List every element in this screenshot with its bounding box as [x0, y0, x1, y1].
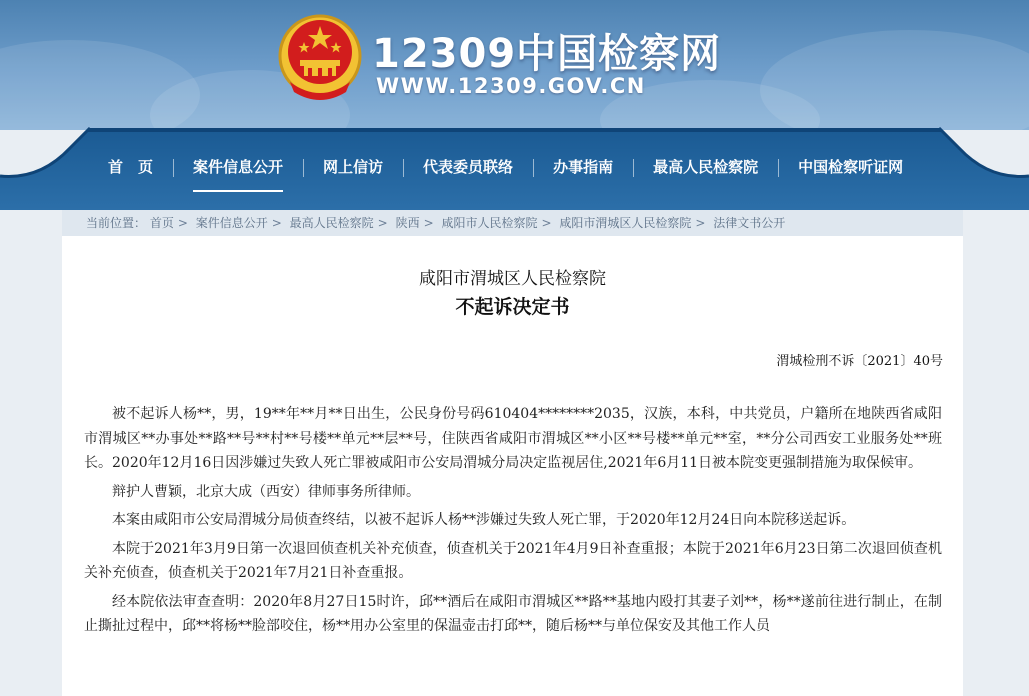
document-paragraph: 经本院依法审查查明：2020年8月27日15时许，邱**酒后在咸阳市渭城区**路**基地内殴打其妻子刘**，杨**遂前往进行制止，在制止撕扯过程中，邱**将杨**脸部咬住，杨**用办公室里的保温壶击打邱**，随后杨**与单位保安及其他工作人员 [84, 593, 942, 634]
breadcrumb-link[interactable]: 案件信息公开 [195, 216, 268, 230]
document-body [84, 402, 942, 643]
breadcrumb-separator: > [541, 216, 552, 230]
nav-supreme-procuratorate[interactable]: 最高人民检察院 [633, 150, 778, 186]
breadcrumb-link[interactable]: 咸阳市渭城区人民检察院 [559, 216, 692, 230]
breadcrumb-separator: > [271, 216, 282, 230]
document-number: 渭城检刑不诉〔2021〕40号 [776, 354, 943, 369]
breadcrumb-separator: > [177, 216, 188, 230]
breadcrumb-link[interactable]: 首页 [149, 216, 174, 230]
document-paragraph: 本案由咸阳市公安局渭城分局侦查终结，以被不起诉人杨**涉嫌过失致人死亡罪，于2020年12月24日向本院移送起诉。 [112, 512, 856, 528]
nav-case-info[interactable]: 案件信息公开 [173, 150, 303, 186]
document-paragraph: 辩护人曹颖，北京大成（西安）律师事务所律师。 [112, 483, 420, 500]
breadcrumb-link[interactable]: 最高人民检察院 [289, 216, 374, 230]
nav-service-guide[interactable]: 办事指南 [533, 150, 633, 186]
document-panel [62, 236, 963, 696]
document-paragraph: 本院于2021年3月9日第一次退回侦查机关补充侦查，侦查机关于2021年4月9日补查重报；本院于2021年6月23日第二次退回侦查机关补充侦查，侦查机关于2021年7月21日补查重报。 [84, 540, 942, 581]
breadcrumb-link[interactable]: 法律文书公开 [713, 216, 786, 230]
nav-home[interactable]: 首 页 [108, 158, 154, 176]
nav-hearing-network[interactable]: 中国检察听证网 [778, 150, 923, 186]
document-title: 不起诉决定书 [455, 296, 570, 318]
nav-online-petition[interactable]: 网上信访 [303, 150, 403, 186]
breadcrumb-link[interactable]: 咸阳市人民检察院 [441, 216, 538, 230]
site-title[interactable]: 12309中国检察网 [372, 31, 722, 77]
breadcrumb [62, 210, 963, 236]
document-paragraph: 被不起诉人杨**，男，19**年**月**日出生，公民身份号码610404********2035，汉族，本科，中共党员，户籍所在地陕西省咸阳市渭城区**办事处**路**号**村**号楼**单元**层**号，住陕西省咸阳市渭城区**小区**号楼**单元**室，**分公司西安工业服务处**班长。2020年12月16日因涉嫌过失致人死亡罪被咸阳市公安局渭城分局决定监视居住,2021年6月11日被本院变更强制措施为取保候审。 [84, 406, 942, 471]
breadcrumb-link[interactable]: 陕西 [395, 216, 420, 230]
national-emblem-icon[interactable] [276, 12, 364, 104]
site-url[interactable]: WWW.12309.GOV.CN [376, 74, 646, 98]
document-org: 咸阳市渭城区人民检察院 [419, 269, 606, 289]
breadcrumb-separator: > [423, 216, 434, 230]
main-nav [88, 150, 923, 186]
breadcrumb-separator: > [695, 216, 706, 230]
nav-deputy-liaison[interactable]: 代表委员联络 [403, 150, 533, 186]
breadcrumb-label: 当前位置： [86, 216, 147, 230]
breadcrumb-separator: > [377, 216, 388, 230]
